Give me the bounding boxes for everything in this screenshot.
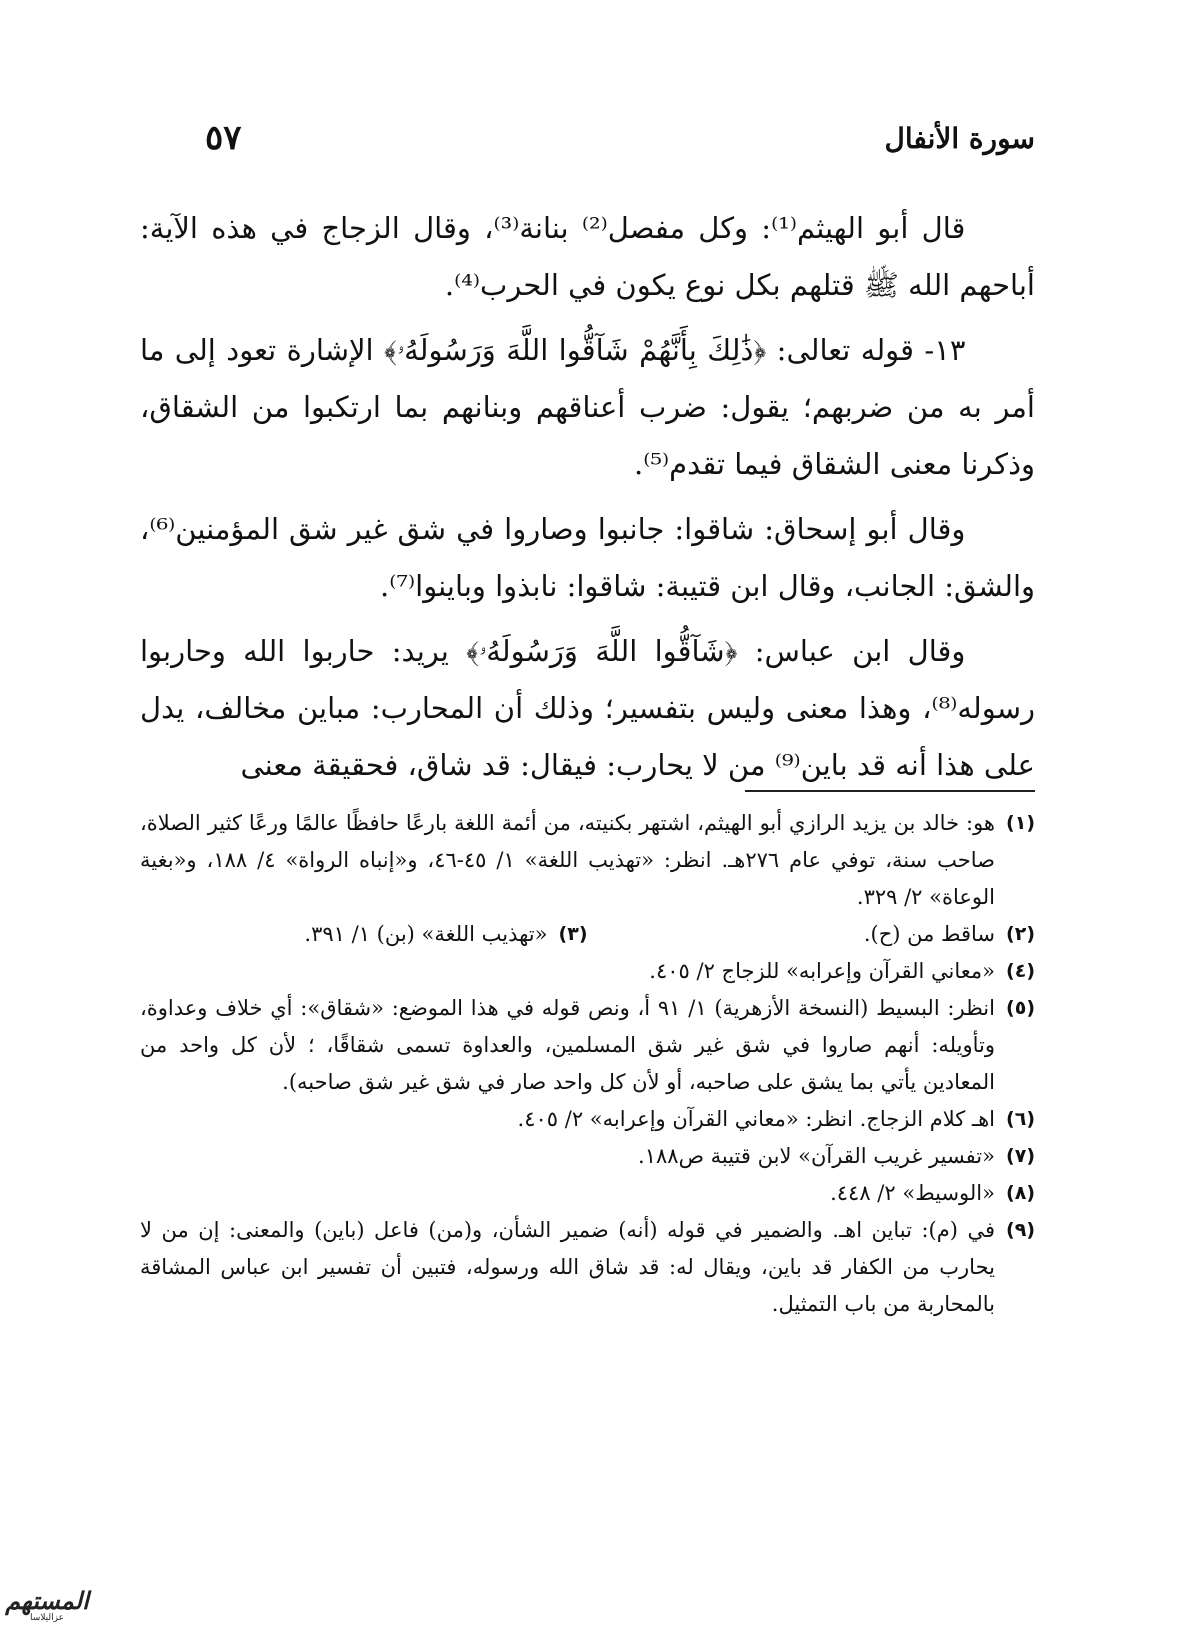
footnote xyxy=(140,1138,1035,1175)
footnote xyxy=(140,805,1035,916)
footnote-number: (٣) xyxy=(558,923,588,945)
paragraph: قال أبو الهيثم⁽¹⁾: وكل مفصل⁽²⁾ بنانة⁽³⁾، وقال الزجاج في هذه الآية: أباحهم الله ﷺ قتلهم بكل نوع يكون في الحرب⁽⁴⁾. xyxy=(140,211,1035,302)
running-title: سورة الأنفال xyxy=(884,121,1035,155)
footnote xyxy=(140,1101,1035,1138)
footnote-number: (٦) xyxy=(1006,1108,1035,1130)
page-number: ٥٧ xyxy=(205,118,242,158)
footnote-number: (١) xyxy=(1006,812,1035,834)
footnotes xyxy=(140,805,1035,1323)
footnote xyxy=(140,1175,1035,1212)
footnote-text: «تهذيب اللغة» (بن) ١/ ٣٩١. xyxy=(304,922,548,946)
footnote-text: «تفسير غريب القرآن» لابن قتيبة ص١٨٨. xyxy=(638,1144,995,1168)
footnote-number: (٩) xyxy=(1006,1219,1035,1241)
page-header xyxy=(205,118,1035,158)
footnote-number: (٢) xyxy=(1006,923,1035,945)
footnote xyxy=(140,953,1035,990)
footnote-row xyxy=(140,916,1035,953)
footnote xyxy=(588,916,1036,953)
stamp-sub-text: عزاليلاسا xyxy=(30,1612,64,1623)
footnote-text: «الوسيط» ٢/ ٤٤٨. xyxy=(830,1181,995,1205)
footnote-text: اهـ كلام الزجاج. انظر: «معاني القرآن وإعرابه» ٢/ ٤٠٥. xyxy=(517,1107,995,1131)
publisher-stamp-logo xyxy=(5,1570,89,1642)
footnote-text: في (م): تباين اهـ. والضمير في قوله (أنه) ضمير الشأن، و(من) فاعل (باين) والمعنى: إن من لا يحارب من الكفار قد باين، ويقال له: قد شاق الله ورسوله، فتبين أن تفسير ابن عباس المشاقة بالمحاربة من باب التمثيل. xyxy=(140,1218,995,1316)
footnote-text: انظر: البسيط (النسخة الأزهرية) ١/ ٩١ أ، ونص قوله في هذا الموضع: «شقاق»: أي خلاف وعداوة، وتأويله: أنهم صاروا في شق غير شق المسلمين، والعداوة تسمى شقاقًا، ؛ لأن كل واحد من المعادين يأتي بما يشق على صاحبه، أو لأن كل واحد صار في شق غير شق صاحبه). xyxy=(140,996,995,1094)
footnote-text: هو: خالد بن يزيد الرازي أبو الهيثم، اشتهر بكنيته، من أئمة اللغة بارعًا حافظًا عالمًا ورعًا كثير الصلاة، صاحب سنة، توفي عام ٢٧٦هـ. انظر: «تهذيب اللغة» ١/ ٤٥-٤٦، و«إنباه الرواة» ٤/ ١٨٨، و«بغية الوعاة» ٢/ ٣٢٩. xyxy=(140,811,996,909)
stamp-main-text: المستهم xyxy=(5,1585,89,1615)
footnote-separator xyxy=(745,790,1035,792)
footnote xyxy=(140,916,588,953)
footnote xyxy=(140,990,1035,1101)
paragraph: ١٣- قوله تعالى: ﴿ذَٰلِكَ بِأَنَّهُمْ شَآقُّوا اللَّهَ وَرَسُولَهُۥ﴾ الإشارة تعود إلى ما أمر به من ضربهم؛ يقول: ضرب أعناقهم وبنانهم بما ارتكبوا من الشقاق، وذكرنا معنى الشقاق فيما تقدم⁽⁵⁾. xyxy=(140,333,1035,481)
footnote-number: (٥) xyxy=(1006,997,1035,1019)
footnote-text: «معاني القرآن وإعرابه» للزجاج ٢/ ٤٠٥. xyxy=(649,959,995,983)
paragraph: وقال ابن عباس: ﴿شَآقُّوا اللَّهَ وَرَسُولَهُۥ﴾ يريد: حاربوا الله وحاربوا رسوله⁽⁸⁾، وهذا معنى وليس بتفسير؛ وذلك أن المحارب: مباين مخالف، يدل على هذا أنه قد باين⁽⁹⁾ من لا يحارب: فيقال: قد شاق، فحقيقة معنى xyxy=(140,634,1035,782)
main-text xyxy=(140,200,1035,802)
footnote-number: (٧) xyxy=(1006,1145,1035,1167)
paragraph: وقال أبو إسحاق: شاقوا: جانبوا وصاروا في شق غير شق المؤمنين⁽⁶⁾، والشق: الجانب، وقال ابن قتيبة: شاقوا: نابذوا وباينوا⁽⁷⁾. xyxy=(140,512,1035,603)
footnote-text: ساقط من (ح). xyxy=(863,922,995,946)
footnote-number: (٨) xyxy=(1006,1182,1035,1204)
footnote-number: (٤) xyxy=(1006,960,1035,982)
footnote xyxy=(140,1212,1035,1323)
